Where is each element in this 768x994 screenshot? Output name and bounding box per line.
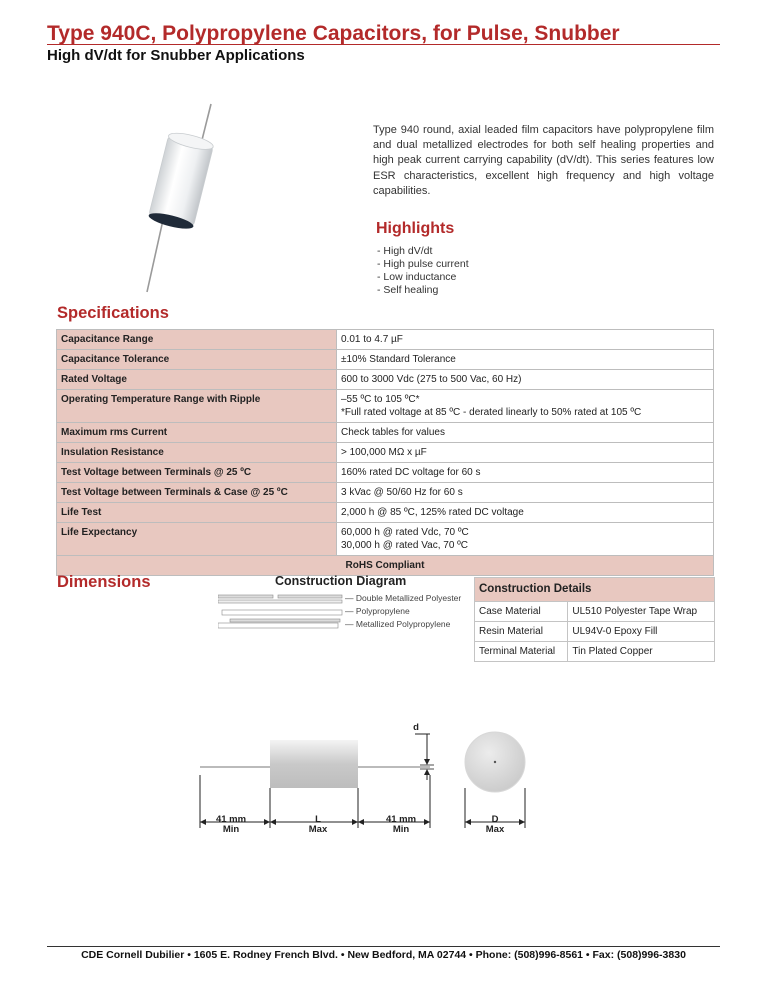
spec-value: 160% rated DC voltage for 60 s: [337, 463, 714, 483]
dim-qualifier: Min: [392, 824, 410, 835]
dim-value: 41 mm: [385, 814, 417, 825]
rohs-compliant-row: RoHS Compliant: [57, 556, 714, 576]
spec-label: Test Voltage between Terminals & Case @ 25 ºC: [57, 483, 337, 503]
table-row: [57, 463, 714, 483]
table-row: [57, 390, 714, 423]
spec-label: Insulation Resistance: [57, 443, 337, 463]
highlight-item: - Low inductance: [377, 271, 457, 283]
detail-value: UL94V-0 Epoxy Fill: [568, 622, 715, 642]
table-row: [475, 602, 715, 622]
highlight-item: - High dV/dt: [377, 245, 433, 257]
capacitor-photo: [125, 100, 230, 300]
dim-value: D: [491, 814, 499, 825]
table-row: [57, 423, 714, 443]
spec-value: [337, 390, 714, 423]
spec-label: Life Expectancy: [57, 523, 337, 556]
spec-value: > 100,000 MΩ x µF: [337, 443, 714, 463]
spec-label: Capacitance Tolerance: [57, 350, 337, 370]
specifications-table: [56, 329, 714, 576]
layer-label: — Polypropylene: [345, 606, 410, 616]
highlight-item: - Self healing: [377, 284, 439, 296]
table-row: [475, 622, 715, 642]
dimensions-title: Dimensions: [57, 573, 151, 591]
spec-label: Rated Voltage: [57, 370, 337, 390]
table-row: [475, 642, 715, 662]
construction-details-title: Construction Details: [475, 578, 715, 602]
spec-value: Check tables for values: [337, 423, 714, 443]
lead-diameter-label: d: [413, 722, 419, 733]
lead-length-left-label: [211, 815, 251, 835]
table-row: [57, 370, 714, 390]
construction-layers-diagram: [218, 593, 343, 633]
table-row: [57, 556, 714, 576]
intro-paragraph: Type 940 round, axial leaded film capacitors have polypropylene film and dual metallized electrodes for both self healing properties and high peak current carrying capability (dV/dt). This series features low ESR characteristics, excellent high frequency and high voltage capabilities.: [373, 124, 714, 197]
spec-value: ±10% Standard Tolerance: [337, 350, 714, 370]
footer-rule: [47, 946, 720, 947]
spec-value-line: 60,000 h @ rated Vdc, 70 ºC: [341, 527, 469, 538]
table-row: [57, 483, 714, 503]
highlights-title: Highlights: [376, 220, 455, 237]
construction-diagram-title: Construction Diagram: [275, 574, 407, 588]
layer-label: — Double Metallized Polyester: [345, 593, 462, 603]
detail-item: Case Material: [475, 602, 568, 622]
spec-label: Operating Temperature Range with Ripple: [57, 390, 337, 423]
layer-label-text: Metallized Polypropylene: [355, 619, 451, 629]
spec-label: Capacitance Range: [57, 330, 337, 350]
highlight-item: - High pulse current: [377, 258, 469, 270]
spec-value-note: *Full rated voltage at 85 ºC - derated linearly to 50% rated at 105 ºC: [341, 407, 642, 418]
diameter-label: [475, 815, 515, 835]
body-length-label: [298, 815, 338, 835]
spec-value: 3 kVac @ 50/60 Hz for 60 s: [337, 483, 714, 503]
page-subtitle: High dV/dt for Snubber Applications: [47, 47, 305, 64]
spec-label: Maximum rms Current: [57, 423, 337, 443]
dim-value: 41 mm: [215, 814, 247, 825]
dim-value: L: [315, 814, 321, 825]
spec-value: 600 to 3000 Vdc (275 to 500 Vac, 60 Hz): [337, 370, 714, 390]
detail-item: Terminal Material: [475, 642, 568, 662]
detail-value: Tin Plated Copper: [568, 642, 715, 662]
layer-label: — Metallized Polypropylene: [345, 619, 451, 629]
layer-label-text: Polypropylene: [355, 606, 410, 616]
specifications-title: Specifications: [57, 304, 169, 322]
table-row: [57, 350, 714, 370]
highlights-list: [377, 245, 469, 297]
footer-contact: CDE Cornell Dubilier • 1605 E. Rodney French Blvd. • New Bedford, MA 02744 • Phone: (508)996-8561 • Fax: (508)996-3830: [81, 949, 686, 961]
spec-value-line: –55 ºC to 105 ºC*: [341, 394, 420, 405]
dim-qualifier: Max: [485, 824, 505, 835]
table-row: [57, 443, 714, 463]
spec-label: Test Voltage between Terminals @ 25 ºC: [57, 463, 337, 483]
detail-value: UL510 Polyester Tape Wrap: [568, 602, 715, 622]
spec-value: 2,000 h @ 85 ºC, 125% rated DC voltage: [337, 503, 714, 523]
detail-item: Resin Material: [475, 622, 568, 642]
table-row: [475, 578, 715, 602]
spec-value: [337, 523, 714, 556]
construction-details-table: [474, 577, 715, 662]
page-title: Type 940C, Polypropylene Capacitors, for Pulse, Snubber: [47, 22, 620, 45]
spec-label: Life Test: [57, 503, 337, 523]
table-row: [57, 330, 714, 350]
layer-label-text: Double Metallized Polyester: [355, 593, 462, 603]
title-rule: [47, 44, 720, 45]
lead-length-right-label: [381, 815, 421, 835]
construction-layer-labels: [345, 592, 461, 631]
dim-qualifier: Min: [222, 824, 240, 835]
table-row: [57, 523, 714, 556]
spec-value-line: 30,000 h @ rated Vac, 70 ºC: [341, 540, 469, 551]
spec-value: 0.01 to 4.7 µF: [337, 330, 714, 350]
dim-qualifier: Max: [308, 824, 328, 835]
table-row: [57, 503, 714, 523]
